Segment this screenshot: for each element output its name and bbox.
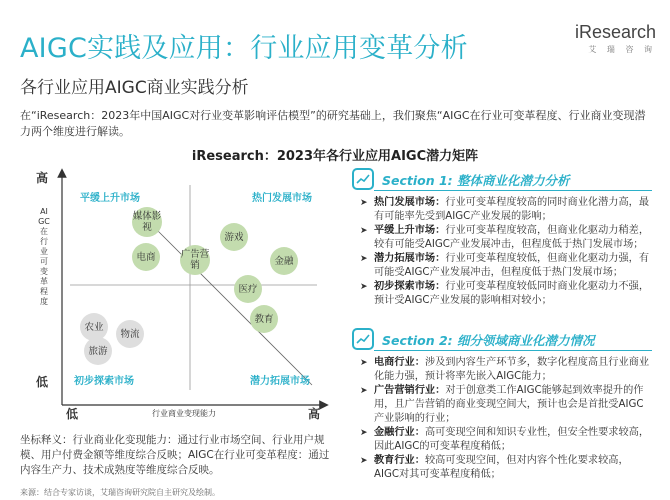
arrow-right-icon: ➤ [360, 282, 368, 292]
list-item: ➤ 潜力拓展市场：行业可变革程度较低，但商业化驱动力强，有可能受AIGC产业发展冲击，但程度低于热门发展市场； [360, 253, 650, 278]
point-logistics: 物流 [116, 320, 144, 348]
list-item: ➤ 教育行业：较高可变现空间，但对内容个性化要求较高，AIGC对其可变革程度稍低； [360, 455, 629, 480]
section2-list [360, 356, 650, 482]
arrow-right-icon: ➤ [360, 386, 368, 396]
section2-header [352, 330, 652, 352]
point-tourism: 旅游 [84, 337, 112, 365]
section2-title: Section 2: 细分领域商业化潜力情况 [382, 333, 595, 348]
list-item: ➤ 广告营销行业：对于创意类工作AIGC能够起到效率提升的作用，且广告营销的商业变现空间大，预计也会是首批受AIGC产业影响的行业； [360, 385, 644, 424]
list-item: ➤ 热门发展市场：行业可变革程度较高的同时商业化潜力高，最有可能率先受到AIGC产业发展的影响； [360, 197, 650, 222]
section1-list [360, 196, 650, 308]
axis-note: 坐标释义：行业商业化变现能力：通过行业市场空间、行业用户规模、用户付费金额等维度综合反映；AIGC在行业可变革程度：通过内容生产力、技术成熟度等维度综合反映。 [20, 434, 330, 476]
point-healthcare: 医疗 [234, 275, 262, 303]
intro-paragraph: 在“iResearch：2023年中国AIGC对行业变革影响评估模型”的研究基础上，我们聚焦“AIGC在行业可变革程度、行业商业变现潜力两个维度进行解读。 [20, 109, 646, 138]
list-item: ➤ 初步探索市场：行业可变革程度较低同时商业化驱动力不强，预计受AIGC产业发展的影响相对较小； [360, 281, 650, 306]
point-finance: 金融 [270, 247, 298, 275]
logo-word: iResearch [574, 22, 656, 42]
point-media-film: 媒体影视 [132, 207, 162, 237]
list-item: ➤ 金融行业：高可变现空间和知识专业性，但安全性要求较高，因此AIGC的可变革程度稍低； [360, 427, 650, 452]
logo-sub: 艾 瑞 咨 询 [588, 45, 656, 54]
section1-title: Section 1: 整体商业化潜力分析 [382, 173, 570, 188]
point-education: 教育 [250, 305, 278, 333]
point-gaming: 游戏 [220, 223, 248, 251]
x-axis-low-label: 低 [66, 407, 79, 421]
arrow-right-icon: ➤ [360, 428, 368, 438]
point-advertising: 广告营销 [180, 245, 210, 275]
list-item: ➤ 电商行业：涉及到内容生产环节多，数字化程度高且行业商业化能力强，预计将率先嵌入AIGC能力； [360, 357, 650, 382]
quadrant-label-bottom-left: 初步探索市场 [74, 376, 134, 387]
arrow-right-icon: ➤ [360, 198, 368, 208]
x-axis-title: 行业商业变现能力 [152, 409, 216, 418]
arrow-right-icon: ➤ [360, 358, 368, 368]
x-axis-high-label: 高 [308, 407, 321, 421]
list-item: ➤ 平缓上升市场：行业可变革程度较高，但商业化驱动力稍差，较有可能受AIGC产业发展冲击，但程度低于热门发展市场； [360, 225, 650, 250]
page-title: AIGC实践及应用：行业应用变革分析 [20, 33, 468, 64]
arrow-right-icon: ➤ [360, 226, 368, 236]
section1-divider [374, 190, 652, 191]
quadrant-label-bottom-right: 潜力拓展市场 [250, 376, 310, 387]
source-note: 来源：结合专家访谈，艾瑞咨询研究院自主研究及绘制。 [20, 488, 220, 497]
potential-matrix [22, 165, 332, 425]
page-subtitle: 各行业应用AIGC商业实践分析 [20, 78, 249, 98]
point-agriculture: 农业 [80, 313, 108, 341]
chart-icon [352, 328, 374, 350]
quadrant-label-top-left: 平缓上升市场 [80, 193, 140, 204]
y-axis-high-label: 高 [36, 171, 49, 185]
section2-divider [374, 350, 652, 351]
chart-icon [352, 168, 374, 190]
y-axis-low-label: 低 [36, 375, 49, 389]
chart-title: iResearch：2023年各行业应用AIGC潜力矩阵 [191, 149, 479, 164]
y-axis-title: AIGC在行业可变革程度 [38, 207, 50, 306]
iresearch-logo [560, 22, 656, 55]
arrow-right-icon: ➤ [360, 456, 368, 466]
point-ecommerce: 电商 [132, 243, 160, 271]
arrow-right-icon: ➤ [360, 254, 368, 264]
section1-header [352, 170, 652, 192]
quadrant-label-top-right: 热门发展市场 [252, 193, 312, 204]
